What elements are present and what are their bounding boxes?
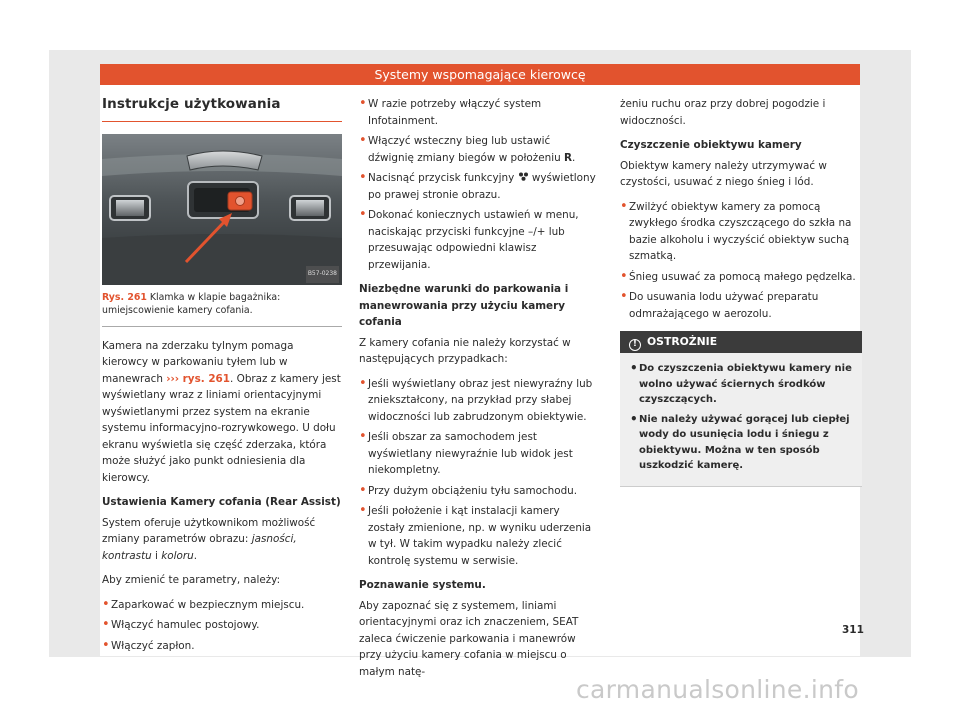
list-item: • Przy dużym obciążeniu tyłu samochodu. [359,483,599,500]
list-item: • Jeśli wyświetlany obraz jest niewyraźny lub zniekształcony, na przykład przy słabej widoczności lub zabrudzonym obiektywie. [359,376,599,426]
tailgate-photo [102,134,342,285]
figure-caption-text: Klamka w klapie bagażnika: umiejscowienie kamery cofania. [102,291,281,316]
caution-item: • Do czyszczenia obiektywu kamery nie wolno używać ściernych środków czyszczących. [630,361,852,408]
caution-body [620,353,862,486]
caution-title: OSTROŻNIE [647,335,718,348]
settings-text: System oferuje użytkownikom możliwość zmiany parametrów obrazu: [102,516,316,545]
column-1 [102,96,342,658]
conditions-intro: Z kamery cofania nie należy korzystać w następujących przypadkach: [359,336,571,365]
watermark: carmanualsonline.info [576,675,859,704]
caution-item: • Nie należy używać gorącej lub ciepłej wody do usunięcia lodu i śniegu z obiektywu. Można w ten sposób uszkodzić kamerę. [630,412,852,474]
column-3 [620,96,862,487]
section-title: Instrukcje użytkowania [102,96,342,122]
intro-text-cont: . Obraz z kamery jest wyświetlany wraz z liniami orientacyjnymi wyświetlanymi przez system na ekranie systemu informacyjno-rozrywkowego. U dołu ekranu wyświetla się część zderzaka, która może służyć jako punkt odniesienia dla kierowcy. [102,372,341,484]
settings-text-mid: i [151,549,162,562]
figure-tailgate-camera [102,134,342,285]
list-item [359,170,599,203]
figure-code: B57-0238 [306,266,339,283]
gear-r-label: R [563,151,572,164]
subheading-learning: Poznawanie systemu. [359,579,486,591]
settings-paragraph [102,515,342,565]
caution-header [620,331,862,353]
intro-paragraph [102,338,342,487]
cleaning-paragraph: Obiektyw kamery należy utrzymywać w czystości, usuwać z niego śnieg i lód. [620,159,827,188]
list-item: • Do usuwania lodu używać preparatu odmrażającego w aerozolu. [620,289,862,322]
subheading-conditions: Niezbędne warunki do parkowania i manewrowania przy użyciu kamery cofania [359,283,569,328]
list-item [359,133,599,166]
subheading-cleaning: Czyszczenie obiektywu kamery [620,139,802,151]
learning-paragraph: Aby zapoznać się z systemem, liniami orientacyjnymi oraz ich znaczeniem, SEAT zaleca ćwiczenie parkowania i manewrów przy użyciu kamery cofania w miejscu o małym natę- [359,599,579,678]
list-item-text-end: wyświetlony po prawej stronie obrazu. [368,172,596,201]
list-item-text-end: . [571,151,576,164]
list-item: • Zaparkować w bezpiecznym miejscu. [102,597,342,614]
list-item: • Śnieg usuwać za pomocą małego pędzelka. [620,269,862,286]
list-item: • Włączyć zapłon. [102,638,342,655]
continued-paragraph: żeniu ruchu oraz przy dobrej pogodzie i widoczności. [620,98,826,127]
figure-label: Rys. 261 [102,291,147,303]
list-item: • Jeśli położenie i kąt instalacji kamery zostały zmienione, np. w wyniku uderzenia w tył. W takim wypadku należy zlecić kontrolę systemu w serwisie. [359,503,599,569]
caution-box [620,331,862,487]
settings-italic-2: koloru [161,549,194,562]
list-item: • Jeśli obszar za samochodem jest wyświetlany niewyraźnie lub widok jest niekompletny. [359,429,599,479]
list-item: • Dokonać koniecznych ustawień w menu, naciskając przyciski funkcyjne –/+ lub przesuwając odpowiedni klawisz przewijania. [359,207,599,273]
list-item: • W razie potrzeby włączyć system Infotainment. [359,96,599,129]
intro-text: Kamera na zderzaku tylnym pomaga kierowcy w parkowaniu tyłem lub w manewrach [102,339,294,385]
steps-intro: Aby zmienić te parametry, należy: [102,574,281,586]
chapter-header: Systemy wspomagające kierowcę [100,64,860,85]
figure-caption [102,291,342,327]
page-number: 311 [842,624,864,636]
caution-icon: ! [629,339,641,351]
list-item: • Włączyć hamulec postojowy. [102,617,342,634]
settings-text-end: . [193,549,198,562]
subheading-settings: Ustawienia Kamery cofania (Rear Assist) [102,496,341,508]
settings-italic: jasności, kontrastu [102,533,297,562]
list-item-text: Nacisnąć przycisk funkcyjny [368,172,518,184]
list-item-text: Włączyć wsteczny bieg lub ustawić dźwignię zmiany biegów w położeniu [368,135,564,164]
column-2 [359,96,599,688]
function-button-icon [518,172,529,184]
figure-reference-link[interactable]: ››› rys. 261 [166,372,231,385]
list-item: • Zwilżyć obiektyw kamery za pomocą zwykłego środka czyszczącego do szkła na bazie alkoholu i wyczyścić obiektyw suchą szmatką. [620,199,862,265]
